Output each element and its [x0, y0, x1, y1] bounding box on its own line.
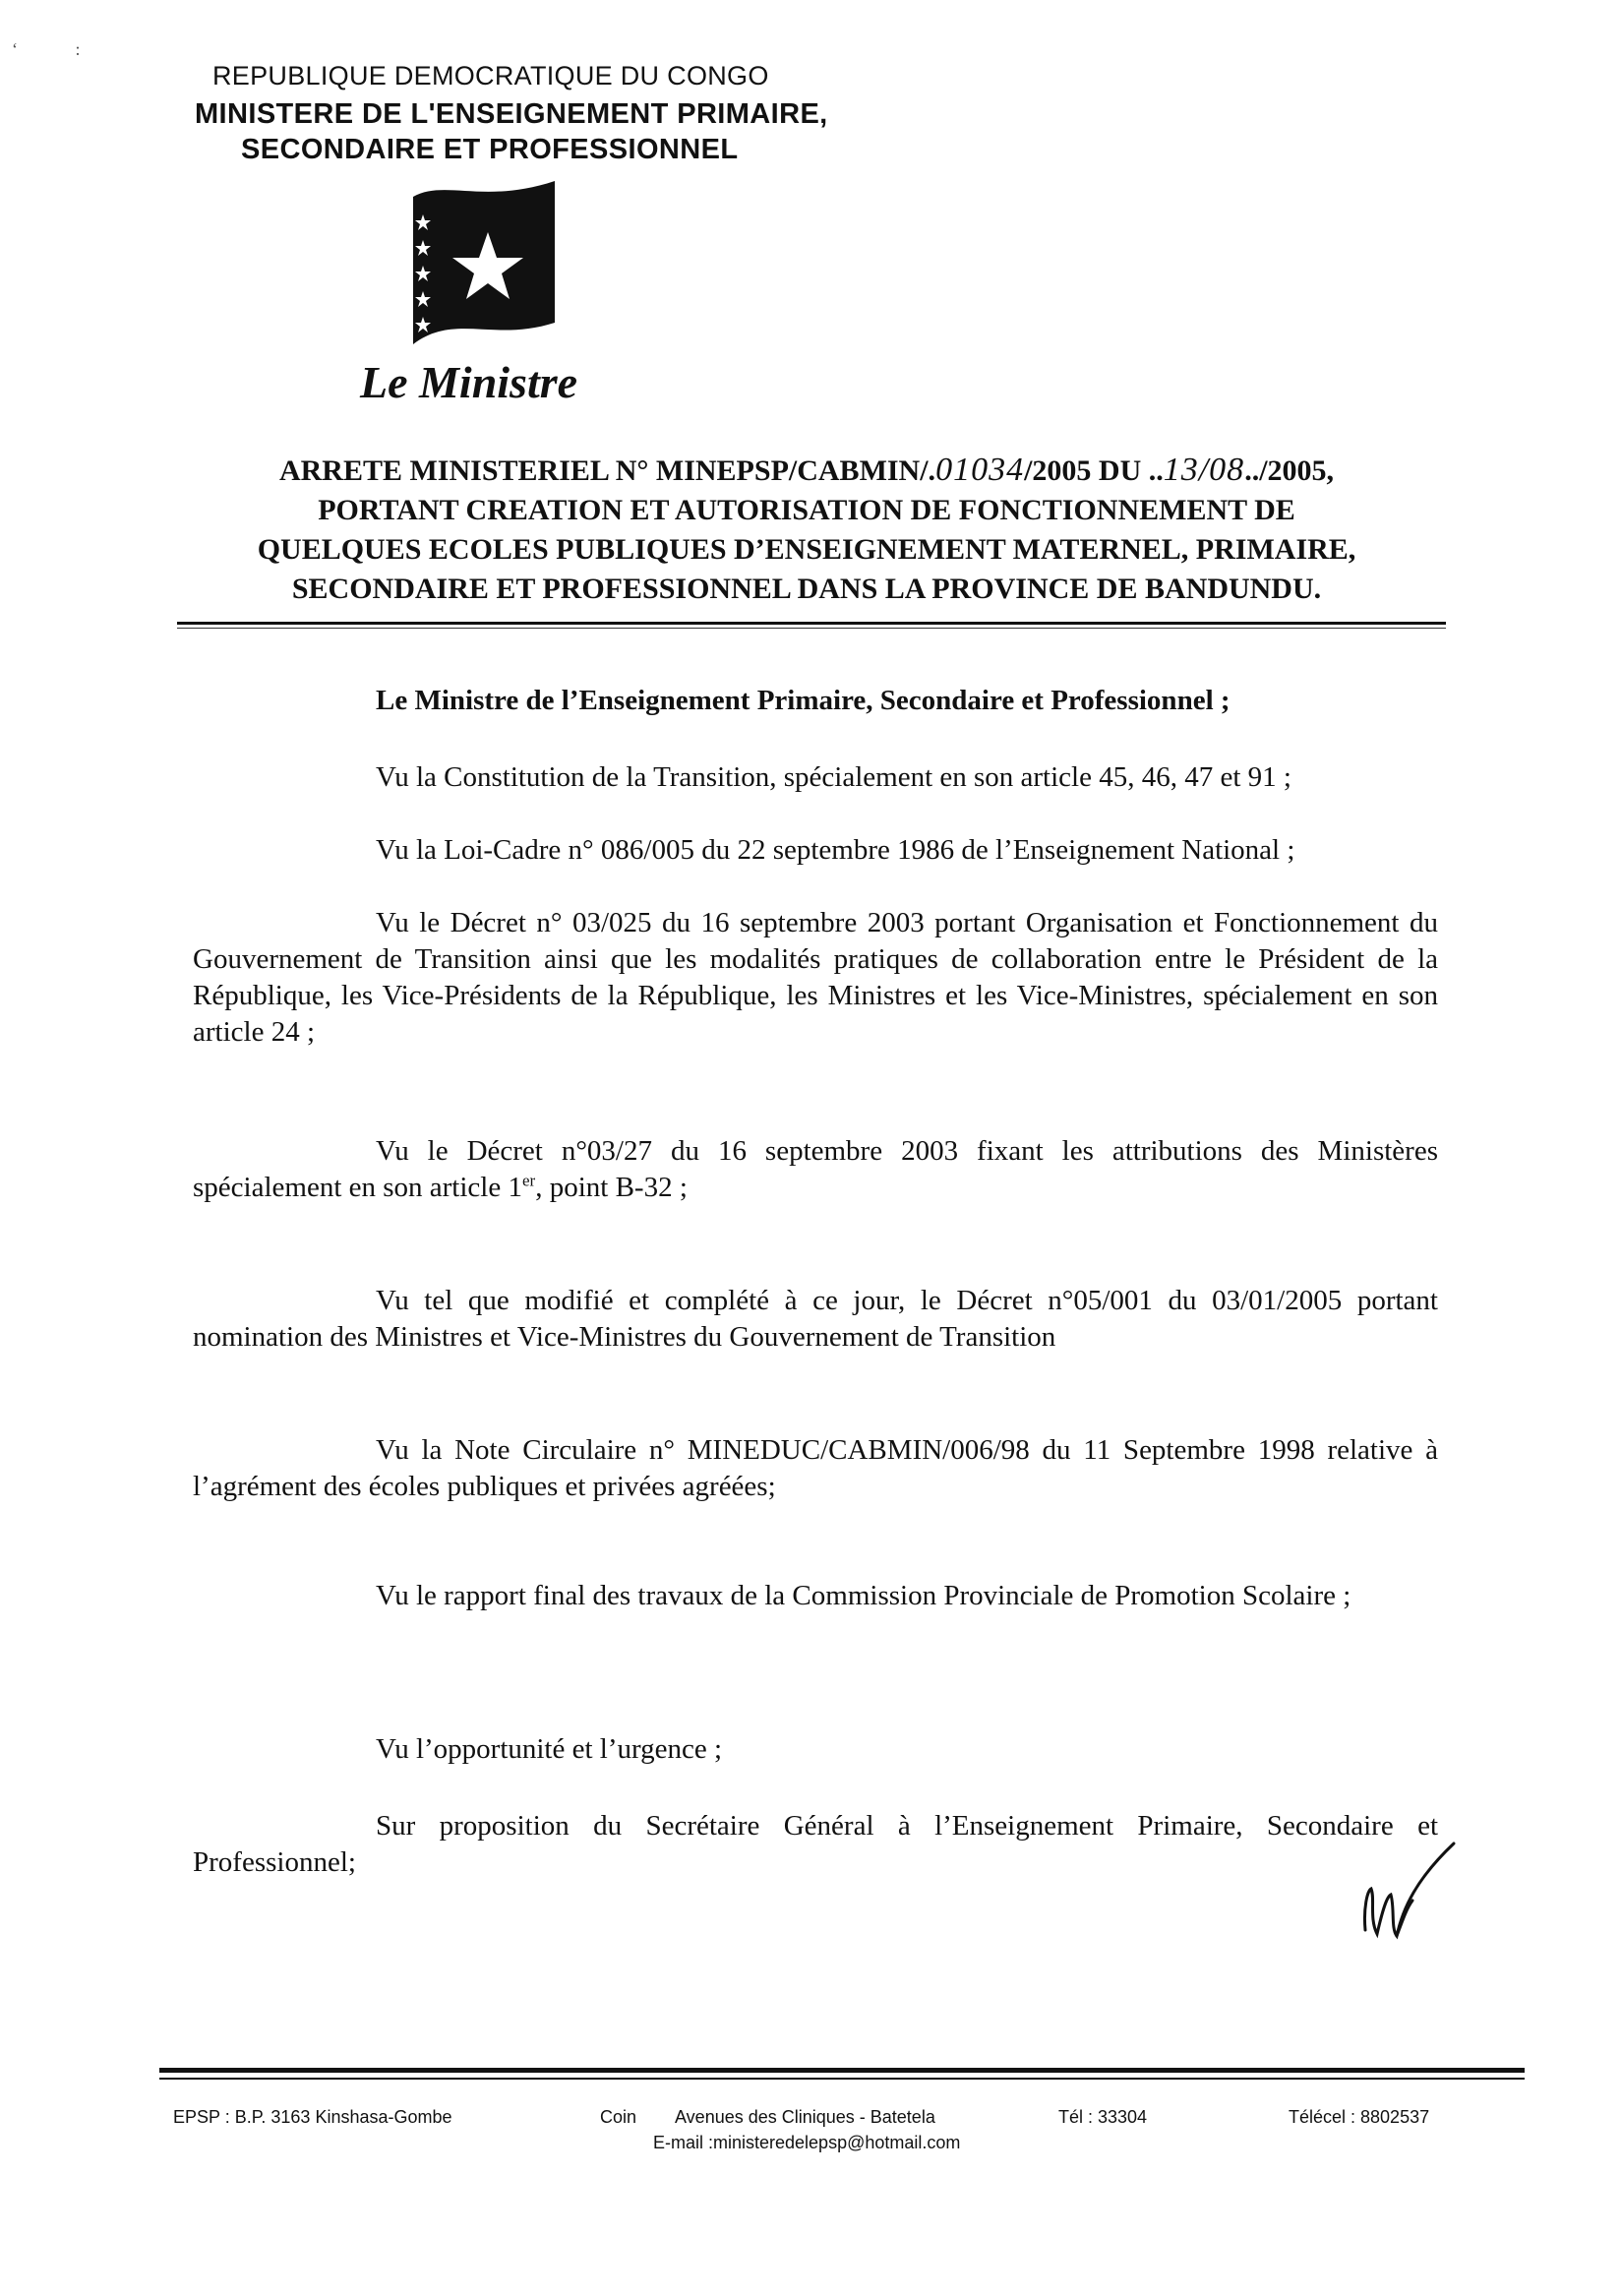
decree-title-line1	[148, 451, 1466, 491]
decree-date-handwritten: 13/08	[1163, 452, 1245, 488]
footer-divider-thick	[159, 2068, 1525, 2073]
decree-title-line2: PORTANT CREATION ET AUTORISATION DE FONCTIONNEMENT DE	[318, 494, 1295, 526]
decree-year-suffix: ../2005,	[1244, 454, 1335, 487]
vu-decret-03-025: Vu le Décret n° 03/025 du 16 septembre 2003 portant Organisation et Fonctionnement du Gouvernement de Transition ainsi que les modalités pratiques de collaboration entre le Président de la République, les Vice-Présidents de la République, les Ministres et les Vice-Ministres, spécialement en son article 24 ;	[193, 907, 1438, 1048]
scan-mark: ‘ :	[12, 39, 81, 59]
footer-avenues: Avenues des Cliniques - Batetela	[675, 2107, 935, 2127]
decree-number-handwritten: 01034	[935, 452, 1025, 488]
title-divider	[177, 622, 1446, 625]
footer-divider-thin	[159, 2078, 1525, 2080]
ministry-name-line2: SECONDAIRE ET PROFESSIONNEL	[241, 134, 739, 165]
title-divider-thin	[177, 628, 1446, 629]
vu-note-circulaire: Vu la Note Circulaire n° MINEDUC/CABMIN/006/98 du 11 Septembre 1998 relative à l’agrément des écoles publiques et privées agréées;	[193, 1434, 1438, 1502]
vu-rapport-final: Vu le rapport final des travaux de la Commission Provinciale de Promotion Scolaire ;	[376, 1580, 1351, 1611]
decree-number-prefix: ARRETE MINISTERIEL N° MINEPSP/CABMIN/.	[278, 454, 936, 487]
footer-email: E-mail :ministeredelepsp@hotmail.com	[653, 2133, 961, 2152]
vu-decret-05-001: Vu tel que modifié et complété à ce jour, le Décret n°05/001 du 03/01/2005 portant nomination des Ministres et Vice-Ministres du Gouvernement de Transition	[193, 1285, 1438, 1353]
decree-title-line4: SECONDAIRE ET PROFESSIONNEL DANS LA PROVINCE DE BANDUNDU.	[291, 573, 1322, 605]
vu-constitution: Vu la Constitution de la Transition, spécialement en son article 45, 46, 47 et 91 ;	[376, 761, 1291, 793]
footer-coin: Coin	[600, 2107, 637, 2127]
ministry-name-line1: MINISTERE DE L'ENSEIGNEMENT PRIMAIRE,	[195, 98, 828, 130]
vu-decret-03-27-text: Vu le Décret n°03/27 du 16 septembre 2003 fixant les attributions des Ministères spécialement en son article 1	[193, 1135, 1438, 1203]
decree-title	[148, 451, 1466, 609]
flag-star-emblem-icon	[405, 175, 563, 352]
vu-loi-cadre: Vu la Loi-Cadre n° 086/005 du 22 septembre 1986 de l’Enseignement National ;	[376, 834, 1295, 866]
footer-address: EPSP : B.P. 3163 Kinshasa-Gombe	[173, 2107, 452, 2127]
handwritten-initials-icon	[1357, 1840, 1466, 1948]
signatory-title: Le Ministre	[360, 357, 578, 407]
sur-proposition: Sur proposition du Secrétaire Général à l’Enseignement Primaire, Secondaire et Professionnel;	[193, 1810, 1438, 1878]
vu-opportunite: Vu l’opportunité et l’urgence ;	[376, 1733, 723, 1765]
vu-decret-03-27	[193, 1133, 1438, 1206]
country-name: REPUBLIQUE DEMOCRATIQUE DU CONGO	[212, 61, 769, 91]
footer-telecel: Télécel : 8802537	[1289, 2107, 1430, 2127]
decree-year-du: /2005 DU ..	[1024, 454, 1164, 487]
footer-tel: Tél : 33304	[1058, 2107, 1148, 2127]
decree-title-line3: QUELQUES ECOLES PUBLIQUES D’ENSEIGNEMENT MATERNEL, PRIMAIRE,	[257, 533, 1356, 566]
superscript-er: er	[521, 1171, 536, 1190]
vu-decret-03-27-end: , point B-32 ;	[535, 1172, 688, 1203]
intro-paragraph: Le Ministre de l’Enseignement Primaire, Secondaire et Professionnel ;	[376, 685, 1231, 716]
